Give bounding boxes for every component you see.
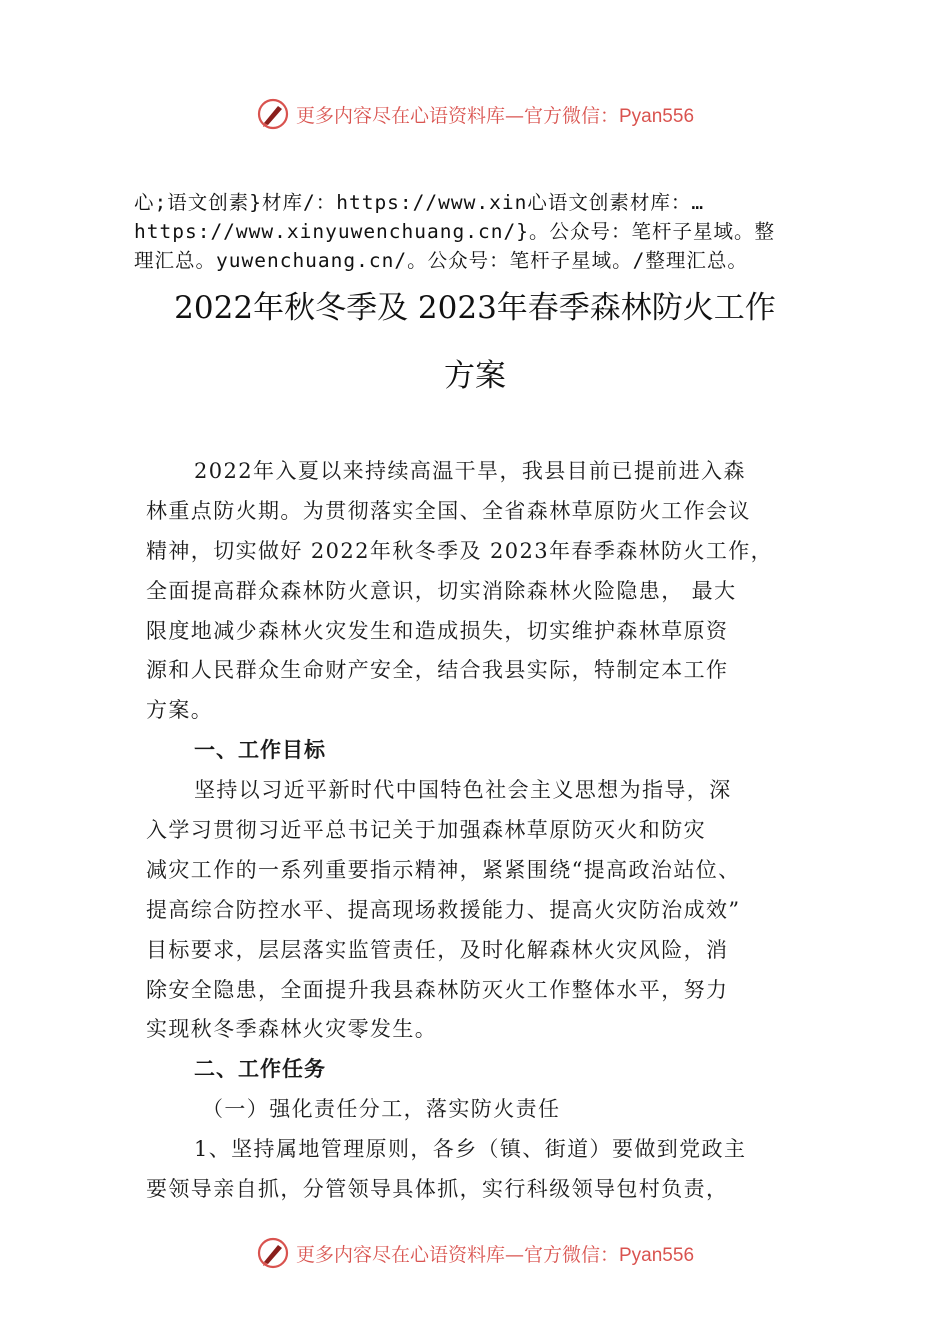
header-banner (0, 94, 950, 134)
pen-in-circle-icon (256, 97, 290, 131)
pen-in-circle-icon (256, 1236, 290, 1270)
body-line: 除安全隐患，全面提升我县森林防灭火工作整体水平，努力 (146, 977, 729, 1002)
watermark-text-block (134, 188, 834, 275)
body-line: 减灾工作的一系列重要指示精神，紧紧围绕“提高政治站位、 (146, 857, 741, 882)
watermark-line: https://www.xinyuwenchuang.cn/}。公众号：笔杆子星域。整 (134, 220, 775, 243)
subsection-heading: （一）强化责任分工，落实防火责任 (202, 1097, 561, 1122)
body-line: 源和人民群众生命财产安全，结合我县实际，特制定本工作 (146, 658, 729, 683)
body-line: 1、坚持属地管理原则，各乡（镇、街道）要做到党政主 (194, 1137, 747, 1162)
body-line: 林重点防火期。为贯彻落实全国、全省森林草原防火工作会议 (146, 498, 751, 523)
body-line: 入学习贯彻习近平总书记关于加强森林草原防灭火和防灾 (146, 818, 706, 843)
document-body (146, 452, 836, 1210)
body-line: 提高综合防控水平、提高现场救援能力、提高火灾防治成效” (146, 897, 741, 922)
section-heading-tasks: 二、工作任务 (194, 1057, 326, 1082)
document-title-line2: 方案 (444, 358, 506, 394)
body-line: 坚持以习近平新时代中国特色社会主义思想为指导，深 (194, 778, 732, 803)
footer-banner (0, 1233, 950, 1273)
body-line: 限度地减少森林火灾发生和造成损失，切实维护森林草原资 (146, 618, 729, 643)
body-line: 全面提高群众森林防火意识，切实消除森林火险隐患， 最大 (146, 578, 737, 603)
body-line: 目标要求，层层落实监管责任，及时化解森林火灾风险，消 (146, 937, 729, 962)
watermark-line: 心;语文创素}材库/：https://www.xin心语文创素材库：… (134, 191, 705, 214)
document-title-line1: 2022年秋冬季及 2023年春季森林防火工作 (174, 290, 776, 326)
banner-text: 更多内容尽在心语资料库—官方微信：Pyan556 (295, 1243, 695, 1266)
watermark-line: 理汇总。yuwenchuang.cn/。公众号：笔杆子星域。/整理汇总。 (134, 249, 748, 272)
body-line: 方案。 (146, 698, 214, 723)
body-line: 2022年入夏以来持续高温干旱，我县目前已提前进入森 (194, 459, 746, 483)
body-line: 实现秋冬季森林火灾零发生。 (146, 1017, 438, 1042)
banner-text: 更多内容尽在心语资料库—官方微信：Pyan556 (295, 104, 695, 127)
body-line: 要领导亲自抓，分管领导具体抓，实行科级领导包村负责， (146, 1177, 729, 1202)
body-line: 精神，切实做好 2022年秋冬季及 2023年春季森林防火工作， (146, 538, 774, 563)
section-heading-goals: 一、工作目标 (194, 738, 326, 763)
